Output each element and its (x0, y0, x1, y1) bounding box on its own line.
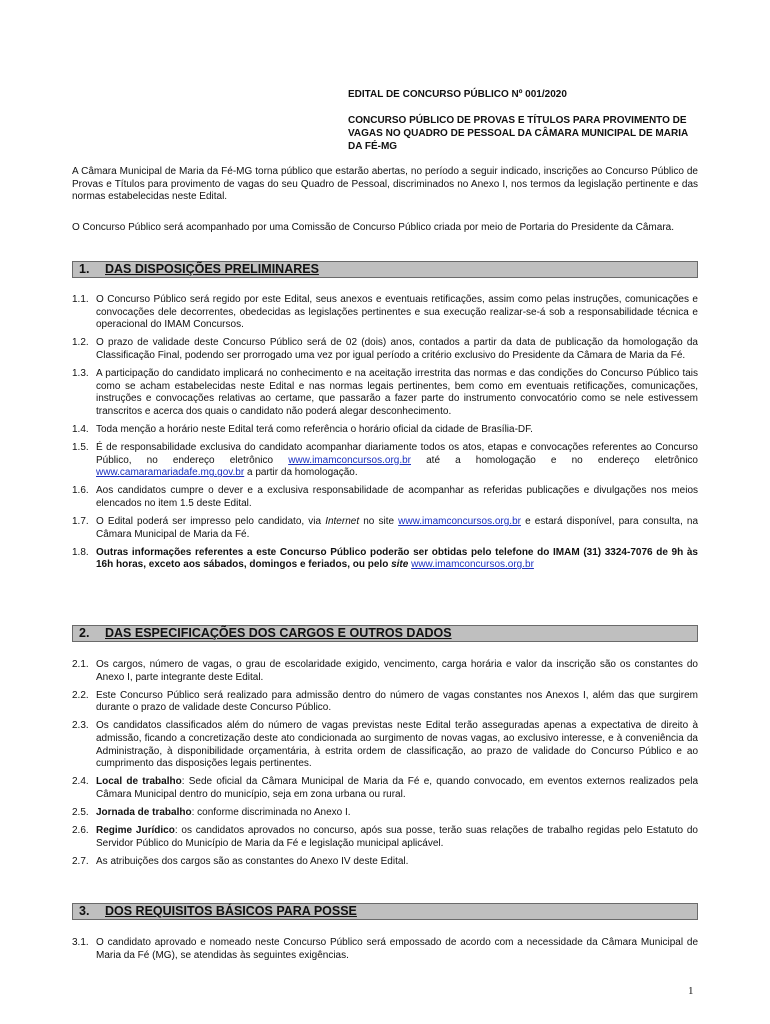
item-2-6: 2.6. Regime Jurídico: os candidatos aprovados no concurso, após sua posse, terão suas relações de trabalho regidas pelo Estatuto do Servidor Público do Município de Maria da Fé e legislação municipal aplicável. (72, 825, 698, 849)
item-2-3: 2.3. Os candidatos classificados além do número de vagas previstas neste Edital terão asseguradas apenas a expectativa de direito à admissão, ficando a concretização deste ato condicionada ao surgimento de novas vagas, ao exclusivo interesse, e à conveniência da Administração, à disponibilidade orçamentária, à estrita ordem de classificação, ao prazo de validade do Concurso Público e ao cumprimento das disposições legais pertinentes. (72, 720, 698, 770)
section-title: DAS DISPOSIÇÕES PRELIMINARES (105, 262, 319, 276)
item-1-4: 1.4. Toda menção a horário neste Edital terá como referência o horário oficial da cidade de Brasília-DF. (72, 423, 533, 435)
intro-paragraph-1: A Câmara Municipal de Maria da Fé-MG torna público que estarão abertas, no período a seguir indicado, inscrições ao Concurso Público de Provas e Títulos para provimento de vagas do seu Quadro de Pessoal, discriminados no Anexo I, nos termos da legislação pertinente e das normas estabelecidas neste Edital. (72, 166, 698, 203)
section-number: 1. (79, 262, 90, 276)
item-1-7: 1.7. O Edital poderá ser impresso pelo candidato, via Internet no site www.imamconcursos.org.br e estará disponível, para consulta, na Câmara Municipal de Maria da Fé. (72, 515, 699, 540)
item-2-2: 2.2. Este Concurso Público será realizado para admissão dentro do número de vagas constantes nos Anexos I, além das que surgirem durante o prazo de validade deste Concurso Público. (72, 689, 698, 714)
section-2-items (72, 659, 698, 874)
section-title: DOS REQUISITOS BÁSICOS PARA POSSE (105, 904, 357, 918)
imam-website-link[interactable]: www.imamconcursos.org.br (288, 454, 411, 466)
item-2-1: 2.1. Os cargos, número de vagas, o grau de escolaridade exigido, vencimento, carga horária e valor da inscrição são os constantes do Anexo I, parte integrante deste Edital. (72, 659, 698, 683)
section-3-items (72, 937, 698, 968)
section-1-items (72, 294, 698, 577)
imam-website-link[interactable]: www.imamconcursos.org.br (398, 515, 521, 527)
edital-title: EDITAL DE CONCURSO PÚBLICO Nº 001/2020 (348, 89, 567, 100)
item-2-5: 2.5. Jornada de trabalho: conforme discriminada no Anexo I. (72, 806, 351, 818)
item-2-7: 2.7. As atribuições dos cargos são as constantes do Anexo IV deste Edital. (72, 855, 409, 867)
section-1-heading (72, 261, 698, 278)
item-1-3: 1.3. A participação do candidato implicará no conhecimento e na aceitação irrestrita das normas e das condições do Concurso Público tais como se acham estabelecidas neste Edital e nas normas legais pertinentes, bem como em eventuais retificações, comunicações, instruções e convocações relativas ao certame, que passarão a fazer parte do instrumento convocatório como se nele estivessem transcritos e acerca dos quais o candidato não poderá alegar desconhecimento. (72, 367, 698, 417)
item-2-4: 2.4. Local de trabalho: Sede oficial da Câmara Municipal de Maria da Fé e, quando convocado, em eventos externos realizados pela Câmara Municipal dentro do município, seja em zona urbana ou rural. (72, 776, 699, 800)
item-1-5: 1.5. É de responsabilidade exclusiva do candidato acompanhar diariamente todos os atos, etapas e convocações referentes ao Concurso Público, no endereço eletrônico www.imamconcursos.org.br até a homologação e no endereço eletrônico www.camaramariadafe.mg.gov.br a partir da homologação. (72, 441, 698, 479)
section-3-heading (72, 903, 698, 920)
item-1-2: 1.2. O prazo de validade deste Concurso Público será de 02 (dois) anos, contados a partir da data de publicação da homologação da Classificação Final, podendo ser prorrogado uma vez por igual período a critério exclusivo do Presidente da Câmara de Maria da Fé. (72, 337, 698, 361)
item-1-6: 1.6. Aos candidatos cumpre o dever e a exclusiva responsabilidade de acompanhar as referidas publicações e divulgações nos meios elencados no item 1.5 deste Edital. (72, 485, 698, 509)
section-number: 3. (79, 904, 90, 918)
intro-paragraph-2: O Concurso Público será acompanhado por uma Comissão de Concurso Público criada por meio de Portaria do Presidente da Câmara. (72, 222, 674, 233)
section-title: DAS ESPECIFICAÇÕES DOS CARGOS E OUTROS DADOS (105, 626, 452, 640)
page-number: 1 (688, 985, 694, 997)
item-1-8: 1.8. Outras informações referentes a este Concurso Público poderão ser obtidas pelo telefone do IMAM (31) 3324-7076 de 9h às 16h horas, exceto aos sábados, domingos e feriados, ou pelo site www.imamconcursos.org.br (72, 546, 698, 571)
section-number: 2. (79, 626, 90, 640)
document-header (348, 88, 698, 153)
item-3-1: 3.1. O candidato aprovado e nomeado neste Concurso Público será empossado de acordo com a necessidade da Câmara Municipal de Maria da Fé (MG), se atendidas às seguintes exigências. (72, 937, 698, 961)
edital-subtitle: CONCURSO PÚBLICO DE PROVAS E TÍTULOS PARA PROVIMENTO DE VAGAS NO QUADRO DE PESSOAL DA CÂMARA MUNICIPAL DE MARIA DA FÉ-MG (348, 115, 688, 152)
imam-website-link[interactable]: www.imamconcursos.org.br (411, 559, 534, 571)
item-1-1: 1.1. O Concurso Público será regido por este Edital, seus anexos e eventuais retificações, assim como pelas instruções, comunicações e convocações dele decorrentes, obedecidas as legislações pertinentes e sua execução realizar-se-á sob a responsabilidade técnica e operacional do IMAM Concursos. (72, 294, 698, 331)
camara-website-link[interactable]: www.camaramariadafe.mg.gov.br (96, 467, 245, 479)
section-2-heading (72, 625, 698, 642)
